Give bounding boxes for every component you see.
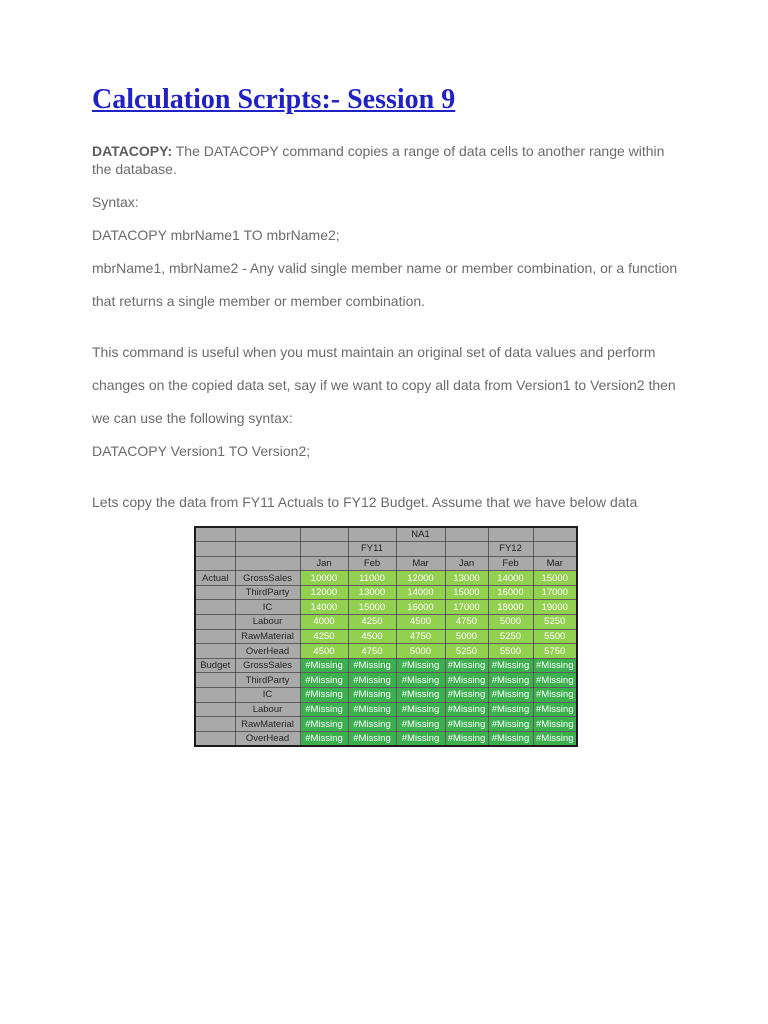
value-cell: 13000: [348, 585, 396, 600]
paragraph: changes on the copied data set, say if we want to copy all data from Version1 to Version2 then: [92, 377, 676, 393]
value-cell: #Missing: [348, 702, 396, 717]
value-cell: 19000: [533, 600, 577, 615]
value-cell: 5500: [488, 644, 533, 659]
header-cell: FY12: [488, 542, 533, 557]
header-cell: FY11: [348, 542, 396, 557]
paragraph: mbrName1, mbrName2 - Any valid single member name or member combination, or a function: [92, 260, 678, 276]
value-cell: #Missing: [533, 702, 577, 717]
value-cell: 10000: [300, 571, 348, 586]
member-label-cell: ThirdParty: [235, 585, 300, 600]
paragraph-lead: DATACOPY:: [92, 143, 173, 159]
value-cell: 12000: [300, 585, 348, 600]
value-cell: 12000: [396, 571, 445, 586]
grid-data-row: [195, 702, 577, 717]
member-label-cell: OverHead: [235, 644, 300, 659]
grid-header-row: [195, 556, 577, 571]
paragraphs: [92, 142, 680, 511]
value-cell: #Missing: [488, 658, 533, 673]
value-cell: #Missing: [396, 731, 445, 746]
value-cell: 4000: [300, 615, 348, 630]
member-label-cell: IC: [235, 600, 300, 615]
group-label-cell: Actual: [195, 571, 235, 586]
value-cell: #Missing: [445, 731, 488, 746]
grid-data-row: [195, 600, 577, 615]
value-cell: 17000: [533, 585, 577, 600]
grid-header-row: [195, 527, 577, 542]
paragraph: DATACOPY Version1 TO Version2;: [92, 443, 311, 459]
value-cell: #Missing: [488, 673, 533, 688]
value-cell: 4500: [396, 615, 445, 630]
value-cell: #Missing: [300, 717, 348, 732]
header-cell: NA1: [396, 527, 445, 542]
value-cell: #Missing: [300, 731, 348, 746]
paragraph: Syntax:: [92, 194, 139, 210]
value-cell: 15000: [533, 571, 577, 586]
header-cell: [445, 542, 488, 557]
member-label-cell: OverHead: [235, 731, 300, 746]
value-cell: #Missing: [348, 673, 396, 688]
header-cell: [195, 527, 235, 542]
value-cell: #Missing: [300, 702, 348, 717]
value-cell: 4250: [300, 629, 348, 644]
member-label-cell: GrossSales: [235, 658, 300, 673]
member-label-cell: IC: [235, 688, 300, 703]
member-label-cell: RawMaterial: [235, 717, 300, 732]
paragraph: This command is useful when you must maintain an original set of data values and perform: [92, 344, 656, 360]
grid-header-row: [195, 542, 577, 557]
value-cell: #Missing: [300, 673, 348, 688]
group-label-cell: Budget: [195, 658, 235, 673]
value-cell: #Missing: [348, 688, 396, 703]
value-cell: #Missing: [488, 717, 533, 732]
member-label-cell: Labour: [235, 615, 300, 630]
grid-data-row: [195, 688, 577, 703]
value-cell: #Missing: [300, 688, 348, 703]
grid-data-row: [195, 571, 577, 586]
value-cell: 17000: [445, 600, 488, 615]
grid-data-row: [195, 585, 577, 600]
value-cell: #Missing: [445, 702, 488, 717]
value-cell: #Missing: [488, 702, 533, 717]
value-cell: 14000: [300, 600, 348, 615]
value-cell: #Missing: [533, 717, 577, 732]
value-cell: 18000: [488, 600, 533, 615]
value-cell: 5500: [533, 629, 577, 644]
value-cell: 5250: [445, 644, 488, 659]
value-cell: #Missing: [533, 673, 577, 688]
value-cell: #Missing: [396, 702, 445, 717]
member-label-cell: RawMaterial: [235, 629, 300, 644]
header-cell: Feb: [488, 556, 533, 571]
value-cell: 4750: [348, 644, 396, 659]
member-label-cell: ThirdParty: [235, 673, 300, 688]
group-label-cell: [195, 600, 235, 615]
value-cell: 13000: [445, 571, 488, 586]
value-cell: #Missing: [396, 658, 445, 673]
member-label-cell: GrossSales: [235, 571, 300, 586]
header-cell: [396, 542, 445, 557]
value-cell: #Missing: [488, 731, 533, 746]
member-label-cell: Labour: [235, 702, 300, 717]
value-cell: #Missing: [533, 658, 577, 673]
value-cell: #Missing: [445, 717, 488, 732]
header-cell: [195, 556, 235, 571]
value-cell: #Missing: [488, 688, 533, 703]
value-cell: 5000: [445, 629, 488, 644]
value-cell: #Missing: [300, 658, 348, 673]
value-cell: #Missing: [396, 717, 445, 732]
value-cell: #Missing: [348, 731, 396, 746]
group-label-cell: [195, 702, 235, 717]
header-cell: [300, 527, 348, 542]
header-cell: [235, 556, 300, 571]
value-cell: 5000: [488, 615, 533, 630]
value-cell: 16000: [488, 585, 533, 600]
value-cell: 5250: [533, 615, 577, 630]
header-cell: [300, 542, 348, 557]
header-cell: [533, 527, 577, 542]
page-title: Calculation Scripts:- Session 9: [92, 84, 456, 115]
value-cell: #Missing: [533, 731, 577, 746]
grid-data-row: [195, 673, 577, 688]
group-label-cell: [195, 717, 235, 732]
grid-data-row: [195, 644, 577, 659]
value-cell: 15000: [445, 585, 488, 600]
value-cell: 5250: [488, 629, 533, 644]
paragraph: that returns a single member or member combination.: [92, 293, 426, 309]
value-cell: 4750: [396, 629, 445, 644]
grid-data-row: [195, 629, 577, 644]
header-cell: [488, 527, 533, 542]
group-label-cell: [195, 615, 235, 630]
group-label-cell: [195, 629, 235, 644]
value-cell: 15000: [348, 600, 396, 615]
header-cell: Mar: [396, 556, 445, 571]
paragraph: DATACOPY mbrName1 TO mbrName2;: [92, 227, 340, 243]
paragraph: Lets copy the data from FY11 Actuals to FY12 Budget. Assume that we have below data: [92, 494, 638, 510]
header-cell: [235, 527, 300, 542]
value-cell: #Missing: [445, 658, 488, 673]
value-cell: 5000: [396, 644, 445, 659]
paragraph: DATACOPY: The DATACOPY command copies a range of data cells to another range within the database.: [92, 143, 665, 177]
value-cell: #Missing: [445, 688, 488, 703]
header-cell: [533, 542, 577, 557]
value-cell: 14000: [488, 571, 533, 586]
value-cell: 14000: [396, 585, 445, 600]
header-cell: Feb: [348, 556, 396, 571]
value-cell: #Missing: [348, 717, 396, 732]
value-cell: #Missing: [396, 673, 445, 688]
header-cell: Jan: [445, 556, 488, 571]
value-cell: #Missing: [348, 658, 396, 673]
value-cell: 5750: [533, 644, 577, 659]
data-grid: [194, 526, 578, 747]
value-cell: 4250: [348, 615, 396, 630]
header-cell: [235, 542, 300, 557]
group-label-cell: [195, 731, 235, 746]
header-cell: Jan: [300, 556, 348, 571]
header-cell: Mar: [533, 556, 577, 571]
grid-data-row: [195, 731, 577, 746]
grid-data-row: [195, 717, 577, 732]
value-cell: 11000: [348, 571, 396, 586]
value-cell: 4750: [445, 615, 488, 630]
header-cell: [195, 542, 235, 557]
value-cell: 4500: [300, 644, 348, 659]
group-label-cell: [195, 585, 235, 600]
value-cell: 4500: [348, 629, 396, 644]
header-cell: [348, 527, 396, 542]
value-cell: #Missing: [445, 673, 488, 688]
value-cell: #Missing: [396, 688, 445, 703]
value-cell: #Missing: [533, 688, 577, 703]
grid-data-row: [195, 658, 577, 673]
group-label-cell: [195, 673, 235, 688]
value-cell: 16000: [396, 600, 445, 615]
paragraph: we can use the following syntax:: [92, 410, 293, 426]
data-grid-body: [195, 527, 577, 746]
header-cell: [445, 527, 488, 542]
grid-data-row: [195, 615, 577, 630]
group-label-cell: [195, 688, 235, 703]
group-label-cell: [195, 644, 235, 659]
